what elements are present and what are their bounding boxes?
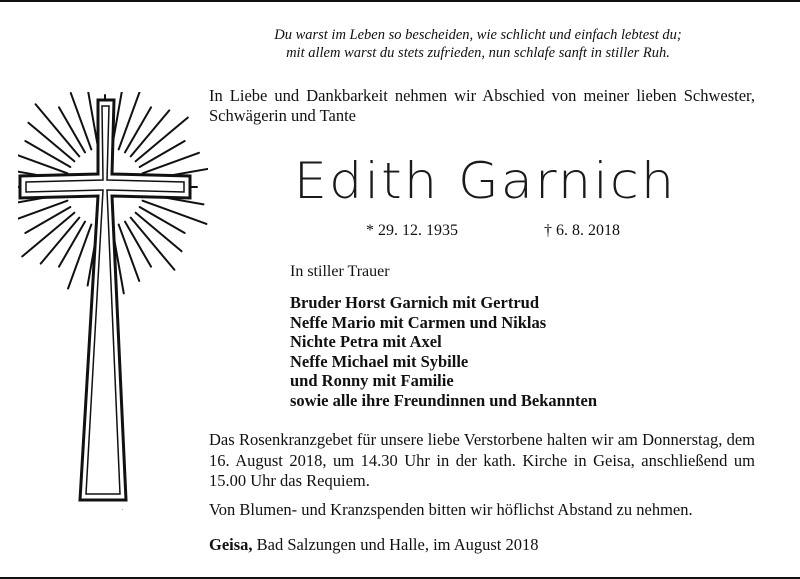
ray-line	[119, 92, 142, 149]
ray-line	[119, 225, 140, 281]
mourner-line: und Ronny mit Familie	[290, 371, 454, 390]
ray-line	[140, 141, 185, 167]
deceased-name: Edith Garnich	[293, 152, 677, 210]
ray-line	[59, 107, 85, 152]
ray-line	[140, 207, 185, 233]
mourner-line: Bruder Horst Garnich mit Gertrud	[290, 293, 539, 312]
cross-outline	[20, 100, 190, 500]
mourner-line: Nichte Petra mit Axel	[290, 332, 442, 351]
service-notice: Das Rosenkranzgebet für unsere liebe Verstorbene halten wir am Donnerstag, dem 16. August 2018, um 14.30 Uhr in der kath. Kirche in Geisa, anschließend um 15.00 Uhr das Requiem.	[209, 430, 755, 490]
mourners-list	[290, 293, 597, 410]
intro-text: In Liebe und Dankbarkeit nehmen wir Abschied von meiner lieben Schwester, Schwägerin und Tante	[209, 86, 755, 125]
signature-line	[209, 535, 539, 555]
ray-line	[59, 222, 85, 267]
ray-line	[25, 141, 70, 167]
ray-line	[125, 222, 151, 267]
motto-verse	[200, 26, 756, 62]
birth-date: * 29. 12. 1935	[366, 222, 458, 239]
mourning-label: In stiller Trauer	[290, 263, 390, 280]
signature-place: Geisa,	[209, 535, 253, 554]
death-date: † 6. 8. 2018	[544, 222, 620, 239]
mourner-line: Neffe Michael mit Sybille	[290, 351, 469, 371]
ray-line	[125, 107, 151, 152]
svg-text:.: .	[122, 506, 124, 512]
flowers-notice: Von Blumen- und Kranzspenden bitten wir höflichst Abstand zu nehmen.	[209, 500, 693, 519]
signature-rest: Bad Salzungen und Halle, im August 2018	[252, 535, 539, 554]
mourner-line: Neffe Mario mit Carmen und Niklas	[290, 312, 547, 332]
life-dates	[366, 222, 620, 240]
motto-line-2: mit allem warst du stets zufrieden, nun schlafe sanft in stiller Ruh.	[286, 45, 670, 61]
ray-line	[71, 93, 92, 149]
mourner-line: sowie alle ihre Freundinnen und Bekannten	[290, 390, 597, 410]
motto-line-1: Du warst im Leben so bescheiden, wie schlicht und einfach lebtest du;	[274, 27, 682, 43]
ray-line	[18, 201, 67, 222]
radiant-cross-icon	[18, 92, 208, 512]
ray-line	[25, 207, 70, 233]
ray-line	[143, 153, 199, 174]
